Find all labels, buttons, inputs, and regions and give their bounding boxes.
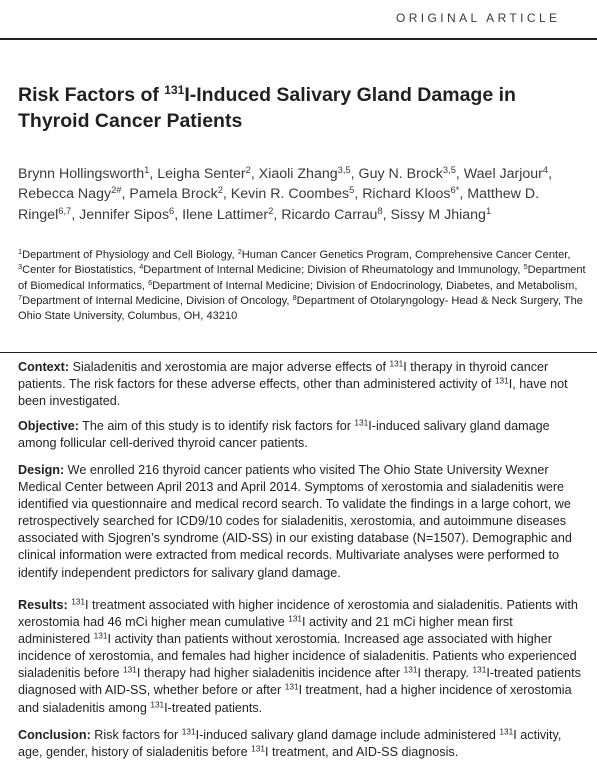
author-affiliation-mark: 1 [144,164,150,175]
section-text: I therapy had higher sialadenitis incidence after [136,666,404,681]
author-name: Pamela Brock [129,186,218,203]
author-affiliation-mark: 5 [349,185,355,196]
abstract-conclusion [0,727,597,761]
section-label: Conclusion: [18,728,91,742]
affiliation-number: 5 [523,262,528,272]
isotope-superscript: 131 [284,681,299,692]
affiliation-number: 7 [18,292,23,302]
title-prefix: Risk Factors of [18,84,165,106]
isotope-superscript: 131 [150,699,165,709]
author-name: Guy N. Brock [358,166,443,182]
section-text: I treatment associated with higher incidence of xerostomia and sialadenitis. Patients with xerostomia had 46 mCi higher mean cumulative [18,598,578,630]
affiliation-text: Department of Otolaryngology- Head & Neck Surgery, The Ohio State University, Columbus, OH, 43210 [18,294,583,323]
section-text: Risk factors for [90,728,182,742]
author-affiliation-mark: 8 [377,205,383,216]
author-affiliation-mark: 4 [542,164,549,175]
affiliation-number: 3 [18,262,23,272]
abstract-results [0,597,597,717]
author-affiliation-mark: 2 [268,205,274,216]
author [129,186,223,202]
author [359,166,456,182]
author [79,207,174,223]
affiliation-text: Human Cancer Genetics Program, Comprehensive Cancer Center, [241,249,571,261]
section-text: I-treated patients. [164,700,263,715]
affiliation-text: Department of Internal Medicine; Division of Rheumatology and Immunology, [143,264,524,277]
section-text: I treatment, and AID-SS diagnosis. [264,745,459,760]
author [362,186,459,202]
isotope-superscript: 131 [71,596,86,607]
author [18,186,121,202]
author-name: Xiaoli Zhang [258,166,338,182]
author-name: Brynn Hollingsworth [18,166,145,182]
isotope-superscript: 131 [389,358,404,369]
author-name: Sissy M Jhiang [390,206,486,223]
isotope-superscript: 131 [181,726,196,737]
section-label: Results: [18,598,68,612]
author-name: Ricardo Carrau [281,206,378,223]
author-affiliation-mark: 6* [450,185,460,196]
isotope-superscript: 131 [403,664,418,675]
abstract-context [0,359,597,410]
isotope-superscript: 131 [288,613,303,624]
isotope-superscript: 131 [499,726,514,737]
affiliation-text: Department of Internal Medicine; Division of Endocrinology, Diabetes, and Metabolism, [152,279,578,292]
author-list: Brynn Hollingsworth$^1$, Leigha Senter$^2$, Xiaoli Zhang$^{3,5}$, Guy N. Brock$^{3,5}$, Wael Jarjour$^4$, Rebecca Nagy$^{2\#}$, Pamela Brock$^2$, Kevin R. Coombes$^5$, Richard Kloos$^{6*}$, Matthew D. Ringel$^{6,7}$, Jennifer Sipos$^6$, Ilene Lattimer$^2$, Ricardo Carrau$^8$, Sissy M Jhiang$^1$ [18,164,553,223]
author [231,186,355,202]
section-text: I therapy in thyroid cancer patients. The risk factors for these adverse effects, other than administered activity of [18,360,549,392]
affiliation-text: Center for Biostatistics, [22,264,140,277]
author [391,207,492,223]
isotope-superscript: 131 [123,664,137,675]
section-text: I-induced salivary gland damage include administered [195,728,500,742]
section-text: Sialadenitis and xerostomia are major adverse effects of [69,360,390,374]
section-text: I activity than patients without xerostomia. Increased age associated with higher incidence of xerostomia, and females had higher incidence of sialadenitis. Patients who experienced sialadenitis before [18,632,577,681]
author [18,166,149,182]
affiliation-text: Department of Biomedical Informatics, [18,264,586,292]
isotope-superscript: 131 [251,743,265,754]
author-name: Rebecca Nagy [18,186,112,203]
author-affiliation-mark: 3,5 [337,164,351,175]
author-affiliation-mark: 2 [217,185,223,196]
author-name: Jennifer Sipos [79,206,170,223]
title-suffix: I-Induced Salivary Gland Damage in Thyroid Cancer Patients [18,84,516,132]
affiliation-number: 6 [148,277,153,287]
section-text: The aim of this study is to identify risk factors for [78,419,355,433]
isotope-superscript: 131 [93,630,108,641]
author [157,166,251,182]
header-divider [0,38,597,40]
affiliation-number: 8 [292,292,297,302]
author-affiliation-mark: 6 [169,205,175,216]
section-text: I, have not been investigated. [18,377,568,409]
section-label: ORIGINAL ARTICLE [396,11,561,25]
section-text: I therapy. [417,666,473,681]
section-text: I-induced salivary gland damage among follicular cell-derived thyroid cancer patients. [18,419,550,451]
section-label: Context: [18,360,70,374]
section-text: I treatment, had a higher incidence of xerostomia and sialadenitis among [18,683,572,715]
affiliation-text: Department of Physiology and Cell Biology, [22,249,238,261]
section-text: We enrolled 216 thyroid cancer patients who visited The Ohio State University Wexner Medical Center between April 2013 and April 2014. Symptoms of xerostomia and sialadenitis were identified via questionnaire and medical record search. To validate the findings in a large cohort, we retrospectively searched for ICD9/10 codes for sialadenitis, xerostomia, and autoimmune diseases associated with Sjogren’s syndrome (AID-SS) in our existing database (N=1507). Demographic and clinical information were extracted from medical records. Multivariate analyses were performed to identify independent predictors for salivary gland damage. [18,463,572,580]
section-text: I activity, age, gender, history of sialadenitis before [18,728,562,760]
affiliations [18,248,593,324]
author-name: Wael Jarjour [463,166,543,182]
affiliation-text: Department of Internal Medicine, Division of Oncology, [22,294,293,307]
affiliation-number: 4 [139,262,144,272]
article-title [18,82,583,134]
author-affiliation-mark: 2 [245,164,251,175]
author-affiliation-mark: 3,5 [442,164,456,175]
section-label: Objective: [18,419,79,433]
abstract-box [0,352,597,779]
section-text: I-treated patients diagnosed with AID-SS, whether before or after [18,666,581,698]
affiliation-number: 2 [237,246,242,256]
author-name: Ilene Lattimer [182,206,269,223]
author-affiliation-mark: 2# [111,185,122,196]
author-name: Matthew D. Ringel [18,186,540,223]
author [281,207,382,223]
author-name: Leigha Senter [157,166,246,182]
author-affiliation-mark: 1 [485,205,492,216]
author-name: Richard Kloos [362,186,451,203]
author-affiliation-mark: 6,7 [58,205,72,216]
author-name: Kevin R. Coombes [230,186,350,203]
author [259,166,351,182]
isotope-superscript: 131 [354,417,369,428]
abstract-design [0,462,597,582]
author [182,207,273,223]
abstract-objective [0,418,597,452]
affiliation-number: 1 [18,246,23,256]
author [464,166,548,182]
title-isotope-superscript: 131 [164,83,185,97]
section-label: Design: [18,463,65,477]
section-text: I activity and 21 mCi higher mean first administered [18,615,513,647]
isotope-superscript: 131 [494,375,509,386]
isotope-superscript: 131 [472,664,487,675]
